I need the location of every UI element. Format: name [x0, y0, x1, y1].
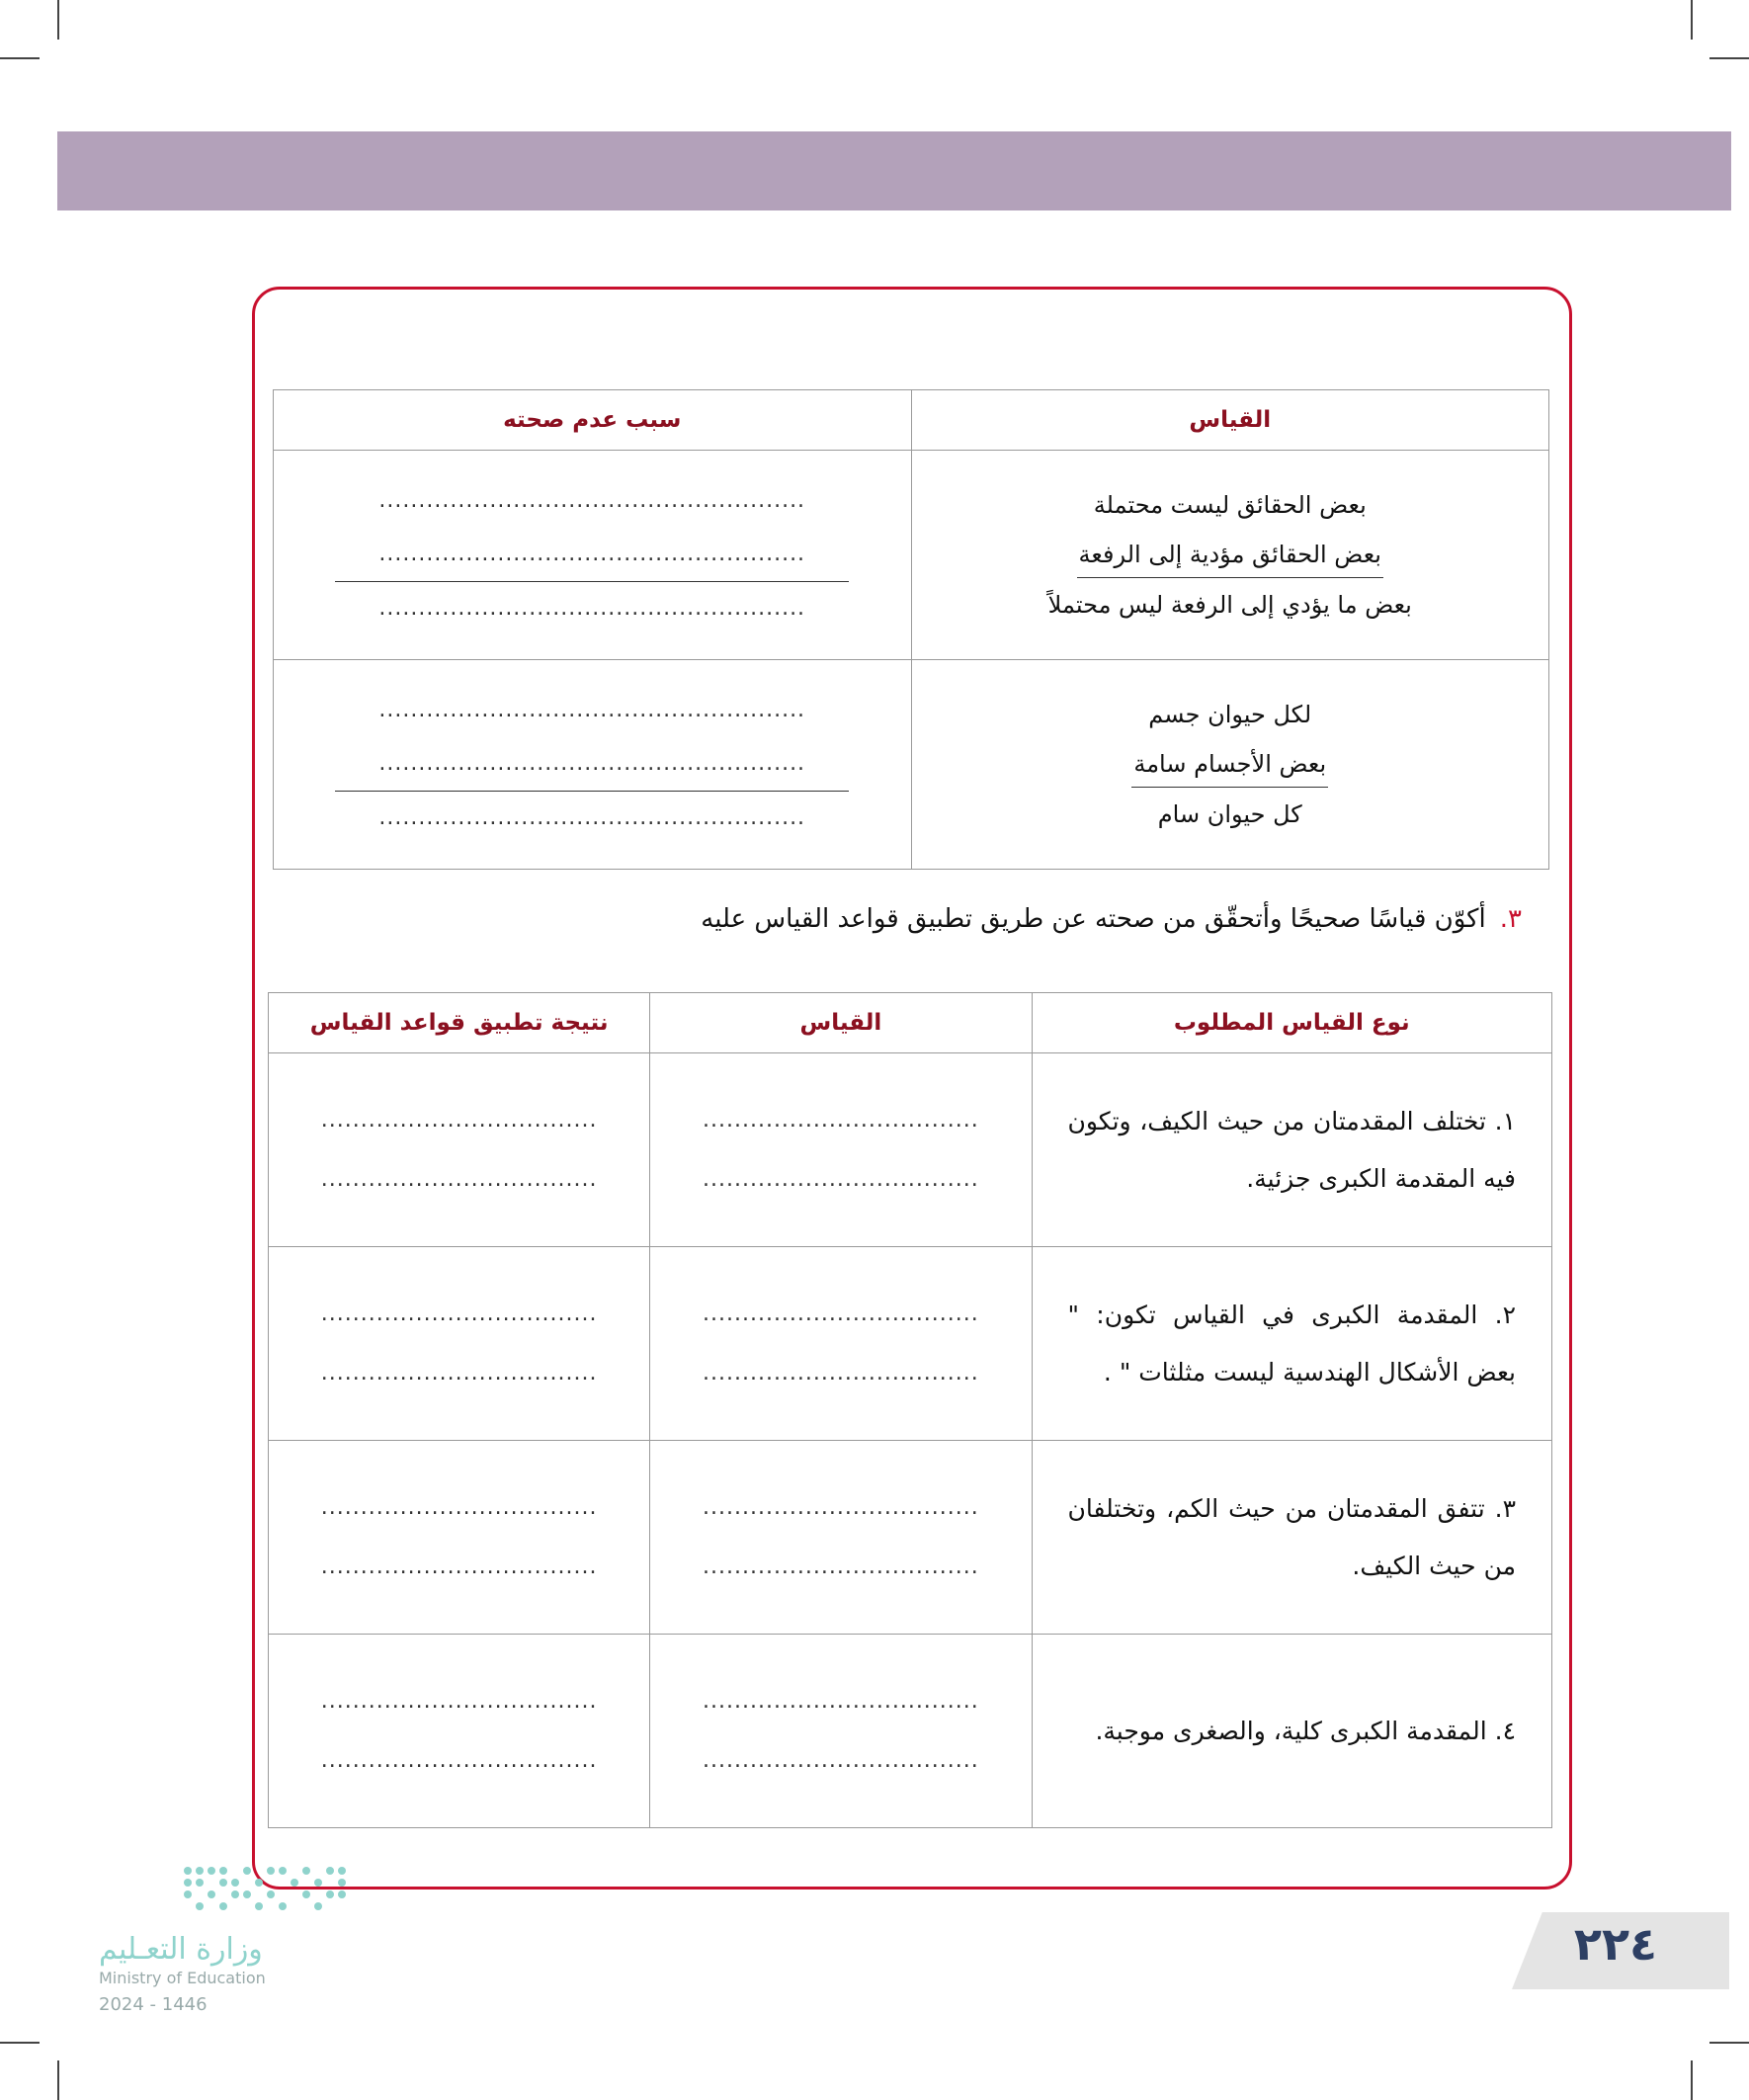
syllogism-cell: [911, 451, 1549, 660]
syllogism-construction-table: [268, 992, 1552, 1828]
premise-line: بعض الحقائق ليست محتملة: [1093, 491, 1367, 519]
result-answer-cell[interactable]: [269, 1247, 650, 1441]
syllogism-answer-cell[interactable]: [650, 1441, 1032, 1635]
page-number: ٢٢٤: [1573, 1917, 1658, 1971]
required-type-cell: ٣. تتفق المقدمتان من حيث الكم، وتختلفان من حيث الكيف.: [1032, 1441, 1551, 1635]
syllogism-answer-cell[interactable]: [650, 1053, 1032, 1247]
required-type-cell: ١. تختلف المقدمتان من حيث الكيف، وتكون فيه المقدمة الكبرى جزئية.: [1032, 1053, 1551, 1247]
ministry-logo-icon: [99, 1863, 366, 1922]
syllogism-answer-cell[interactable]: [650, 1247, 1032, 1441]
answer-line[interactable]: ...................................: [320, 1688, 598, 1714]
crop-mark: [1709, 57, 1749, 59]
invalid-syllogism-table: [273, 389, 1549, 870]
conclusion-line: بعض ما يؤدي إلى الرفعة ليس محتملاً: [1047, 591, 1412, 619]
answer-line[interactable]: ...................................: [703, 1747, 979, 1773]
premise-line: بعض الأجسام سامة: [1131, 741, 1328, 788]
header-band: [57, 131, 1731, 210]
question-3: [701, 904, 1522, 934]
column-header-syllogism: القياس: [650, 993, 1032, 1053]
answer-line[interactable]: ...................................: [320, 1747, 598, 1773]
ministry-year: 2024 - 1446: [99, 1994, 208, 2015]
answer-line[interactable]: ...................................: [703, 1554, 979, 1579]
premise-line: لكل حيوان جسم: [1148, 701, 1312, 728]
crop-mark: [57, 0, 59, 40]
column-header-result: نتيجة تطبيق قواعد القياس: [269, 993, 650, 1053]
answer-line[interactable]: ...................................: [320, 1301, 598, 1326]
crop-mark: [0, 2042, 40, 2044]
crop-mark: [1691, 0, 1693, 40]
crop-mark: [1709, 2042, 1749, 2044]
answer-line[interactable]: ......................................................: [378, 698, 806, 722]
question-number: ٣.: [1499, 904, 1522, 934]
answer-line[interactable]: ......................................................: [378, 488, 806, 513]
crop-mark: [0, 57, 40, 59]
reason-answer-cell[interactable]: [274, 660, 912, 870]
ministry-name-ar: وزارة التعـليم: [99, 1932, 263, 1967]
answer-line[interactable]: ...................................: [320, 1166, 598, 1192]
conclusion-line: كل حيوان سام: [1157, 800, 1302, 828]
answer-line[interactable]: ...................................: [703, 1301, 979, 1326]
syllogism-cell: [911, 660, 1549, 870]
answer-line[interactable]: ...................................: [703, 1360, 979, 1386]
result-answer-cell[interactable]: [269, 1635, 650, 1828]
crop-mark: [1691, 2060, 1693, 2100]
result-answer-cell[interactable]: [269, 1053, 650, 1247]
reason-answer-cell[interactable]: [274, 451, 912, 660]
answer-line[interactable]: ...................................: [703, 1107, 979, 1133]
answer-line[interactable]: ...................................: [703, 1688, 979, 1714]
crop-mark: [57, 2060, 59, 2100]
answer-line[interactable]: ...................................: [320, 1554, 598, 1579]
column-header-syllogism: القياس: [911, 390, 1549, 451]
answer-line[interactable]: ...................................: [320, 1494, 598, 1520]
answer-line[interactable]: ......................................................: [335, 528, 849, 582]
question-text: أكوّن قياسًا صحيحًا وأتحقّق من صحته عن طريق تطبيق قواعد القياس عليه: [701, 904, 1486, 934]
column-header-reason: سبب عدم صحته: [274, 390, 912, 451]
answer-line[interactable]: ...................................: [320, 1360, 598, 1386]
answer-line[interactable]: ......................................................: [378, 805, 806, 830]
result-answer-cell[interactable]: [269, 1441, 650, 1635]
answer-line[interactable]: ...................................: [703, 1494, 979, 1520]
answer-line[interactable]: ......................................................: [378, 596, 806, 621]
answer-line[interactable]: ...................................: [703, 1166, 979, 1192]
answer-line[interactable]: ...................................: [320, 1107, 598, 1133]
syllogism-answer-cell[interactable]: [650, 1635, 1032, 1828]
premise-line: بعض الحقائق مؤدية إلى الرفعة: [1077, 532, 1383, 578]
ministry-name-en: Ministry of Education: [99, 1969, 266, 1987]
answer-line[interactable]: ......................................................: [335, 737, 849, 792]
required-type-cell: ٤. المقدمة الكبرى كلية، والصغرى موجبة.: [1032, 1635, 1551, 1828]
column-header-type: نوع القياس المطلوب: [1032, 993, 1551, 1053]
required-type-cell: ٢. المقدمة الكبرى في القياس تكون: " بعض الأشكال الهندسية ليست مثلثات " .: [1032, 1247, 1551, 1441]
